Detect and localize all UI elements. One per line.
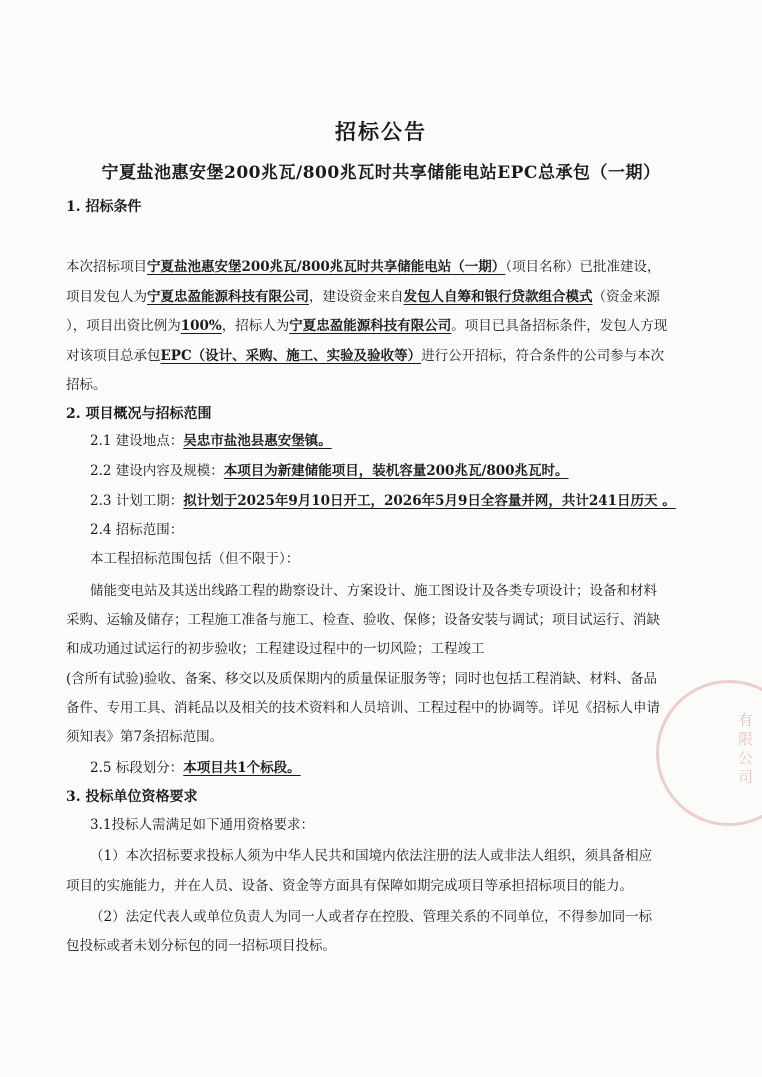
label: 2.3 计划工期： [90, 493, 184, 509]
text: 本次招标项目 [66, 259, 147, 275]
text: ），项目出资比例为 [66, 318, 181, 334]
item-2-1 [90, 431, 332, 451]
section-1-line-4 [66, 346, 664, 366]
lot-division: 本项目共1个标段。 [183, 760, 301, 776]
scope-line: 须知表》第7条招标范围。 [66, 729, 224, 745]
scope-line: 储能变电站及其送出线路工程的勘察设计、方案设计、施工图设计及各类专项设计；设备和材料 [90, 583, 657, 599]
construction-content: 本项目为新建储能项目，装机容量200兆瓦/800兆瓦时。 [223, 463, 569, 479]
text: 进行公开招标，符合条件的公司参与本次 [421, 348, 665, 364]
qualification-line: （2）法定代表人或单位负责人为同一人或者存在控股、管理关系的不同单位，不得参加同一标 [90, 909, 653, 925]
section-1-heading: 1. 招标条件 [66, 199, 142, 215]
planned-schedule: 拟计划于2025年9月10日开工，2026年5月9日全容量并网，共计241日历天 。 [183, 493, 676, 509]
item-2-5 [90, 758, 301, 778]
label: 2.2 建设内容及规模： [90, 463, 224, 479]
scope-line: 采购、运输及储存；工程施工准备与施工、检查、验收、保修；设备安装与调试；项目试运行、消缺 [66, 612, 660, 628]
text: 。项目已具备招标条件，发包人方现 [451, 318, 668, 334]
text: 项目发包人为 [66, 289, 147, 305]
scope-line: (含所有试验)验收、备案、移交以及质保期内的质量保证服务等；同时也包括工程消缺、材料、备品 [66, 671, 658, 687]
construction-site: 吴忠市盐池县惠安堡镇。 [183, 433, 332, 449]
scope-line: 备件、专用工具、消耗品以及相关的技术资料和人员培训、工程过程中的协调等。详见《招标人申请 [66, 700, 660, 716]
project-subtitle: 宁夏盐池惠安堡200兆瓦/800兆瓦时共享储能电站EPC总承包（一期） [101, 163, 661, 183]
label: 2.5 标段划分： [90, 760, 184, 776]
text: （项目名称）已批准建设， [505, 259, 661, 275]
text: 对该项目总承包 [66, 348, 161, 364]
qualification-line: 项目的实施能力，并在人员、设备、资金等方面具有保障如期完成项目等承担招标项目的能力。 [66, 878, 633, 894]
text: （资金来源 [592, 289, 660, 305]
section-1-line-2 [66, 287, 660, 307]
section-1-line-5: 招标。 [66, 377, 107, 393]
company-seal-text: 有限公司 [736, 712, 754, 788]
text: ，招标人为 [221, 318, 290, 334]
qualification-line: 3.1投标人需满足如下通用资格要求： [90, 817, 314, 833]
scope-intro: 本工程招标范围包括（但不限于）： [90, 551, 300, 567]
funding-ratio: 100% [180, 318, 222, 334]
section-1-line-3 [66, 316, 667, 336]
page-title: 招标公告 [335, 119, 427, 144]
section-1-line-1 [66, 257, 661, 277]
item-2-2 [90, 461, 569, 481]
funding-source: 发包人自筹和银行贷款组合模式 [403, 289, 593, 305]
section-2-heading: 2. 项目概况与招标范围 [66, 406, 212, 422]
employer-name: 宁夏忠盈能源科技有限公司 [147, 289, 309, 305]
qualification-line: （1）本次招标要求投标人须为中华人民共和国境内依法注册的法人或非法人组织，须具备相应 [90, 848, 653, 864]
item-2-3 [90, 491, 676, 511]
scope-line: 和成功通过试运行的初步验收；工程建设过程中的一切风险；工程竣工 [66, 641, 485, 657]
tenderer-name: 宁夏忠盈能源科技有限公司 [289, 318, 452, 334]
item-2-4: 2.4 招标范围： [90, 522, 184, 538]
text: ，建设资金来自 [309, 289, 404, 305]
qualification-line: 包投标或者未划分标包的同一招标项目投标。 [66, 938, 336, 954]
project-name: 宁夏盐池惠安堡200兆瓦/800兆瓦时共享储能电站（一期） [147, 259, 506, 275]
section-3-heading: 3. 投标单位资格要求 [66, 789, 198, 805]
epc-scope: EPC（设计、采购、施工、实验及验收等） [160, 348, 422, 364]
label: 2.1 建设地点： [90, 433, 184, 449]
